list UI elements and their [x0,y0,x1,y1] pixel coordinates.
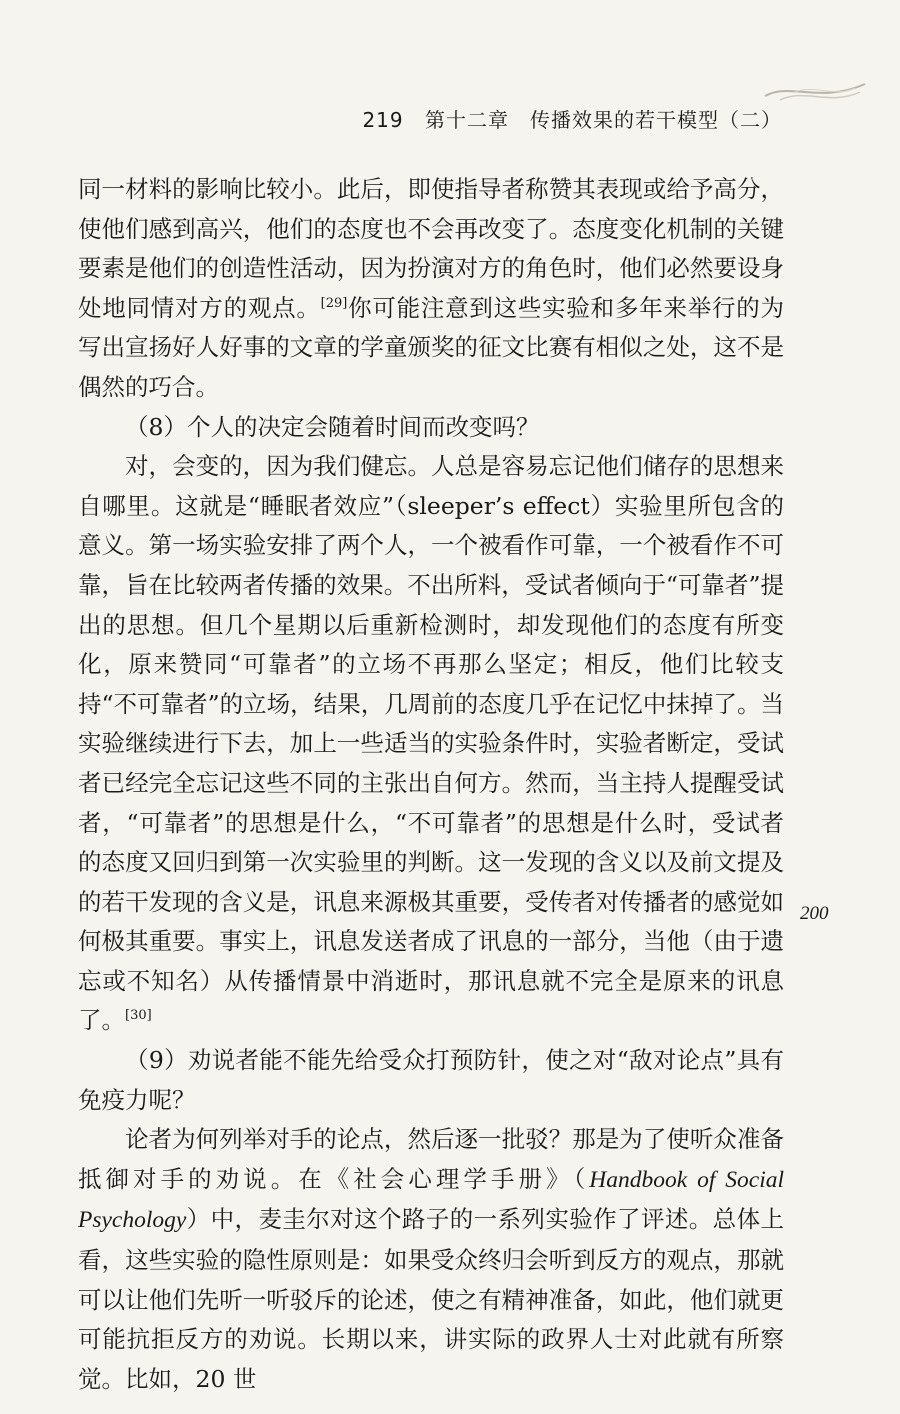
question-heading: （9）劝说者能不能先给受众打预防针，使之对“敌对论点”具有免疫力呢？ [78,1046,784,1114]
question-heading: （8）个人的决定会随着时间而改变吗？ [125,412,540,441]
chapter-title: 传播效果的若干模型（二） [530,108,782,132]
chapter-label: 第十二章 [425,108,509,132]
original-page-number: 200 [800,903,829,924]
page-number: 219 [362,108,404,132]
footnote-ref: [29] [320,295,348,311]
running-header [0,104,782,133]
book-title-latin: Handbook of Social Psychology [78,1166,785,1234]
paragraph: 对，会变的，因为我们健忘。人总是容易忘记他们储存的思想来自哪里。这就是“睡眠者效应”（sleeper’s effect）实验里所包含的意义。第一场实验安排了两个人，一个被看作可靠，一个被看作不可靠，旨在比较两者传播的效果。不出所料，受试者倾向于“可靠者”提出的思想。但几个星期以后重新检测时，却发现他们的态度有所变化，原来赞同“可靠者”的立场不再那么坚定；相反，他们比较支持“不可靠者”的立场，结果，几周前的态度几乎在记忆中抹掉了。当实验继续进行下去，加上一些适当的实验条件时，实验者断定，受试者已经完全忘记这些不同的主张出自何方。然而，当主持人提醒受试者，“可靠者”的思想是什么，“不可靠者”的思想是什么时，受试者的态度又回归到第一次实验里的判断。这一发现的含义以及前文提及的若干发现的含义是，讯息来源极其重要，受传者对传播者的感觉如何极其重要。事实上，讯息发送者成了讯息的一部分，当他（由于遗忘或不知名）从传播情景中消逝时，那讯息就不完全是原来的讯息了。[30] [78,452,784,1035]
footnote-ref: [30] [125,1008,152,1024]
main-text [78,170,784,1399]
paragraph: 同一材料的影响比较小。此后，即使指导者称赞其表现或给予高分，使他们感到高兴，他们的态度也不会再改变了。态度变化机制的关键要素是他们的创造性活动，因为扮演对方的角色时，他们必然要设身处地同情对方的观点。[29]你可能注意到这些实验和多年来举行的为写出宣扬好人好事的文章的学童颁奖的征文比赛有相似之处，这不是偶然的巧合。 [78,175,785,401]
paragraph: 论者为何列举对手的论点，然后逐一批驳？那是为了使听众准备抵御对手的劝说。在《社会心理学手册》（Handbook of Social Psychology）中，麦圭尔对这个路子的一系列实验作了评述。总体上看，这些实验的隐性原则是：如果受众终归会听到反方的观点，那就可以让他们先听一听驳斥的论述，使之有精神准备，如此，他们就更可能抗拒反方的劝说。长期以来，讲实际的政界人士对此就有所察觉。比如，20 世 [78,1125,785,1393]
